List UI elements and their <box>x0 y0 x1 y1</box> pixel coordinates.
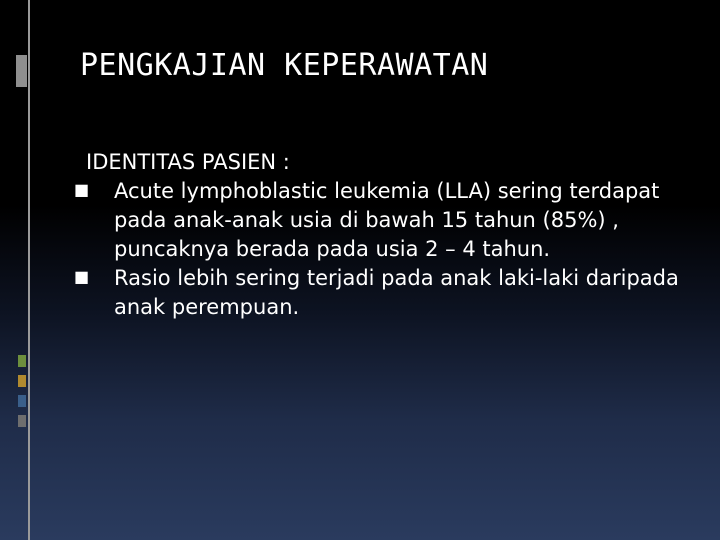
slide-content <box>74 148 696 322</box>
decor-square-gray <box>18 415 26 427</box>
bullet-item <box>74 177 696 264</box>
bullet-text: Acute lymphoblastic leukemia (LLA) sering terdapat pada anak-anak usia di bawah 15 tahun (85%) , puncaknya berada pada usia 2 – 4 tahun. <box>114 179 660 261</box>
decor-square-green <box>18 355 26 367</box>
vertical-rule <box>28 0 30 540</box>
bullet-text: Rasio lebih sering terjadi pada anak laki-laki daripada anak perempuan. <box>114 266 679 319</box>
title-accent-block <box>16 55 27 87</box>
square-bullet-icon: ■ <box>74 267 90 286</box>
bullet-item <box>74 264 696 322</box>
decor-square-blue <box>18 395 26 407</box>
slide-title: PENGKAJIAN KEPERAWATAN <box>80 48 489 83</box>
bullet-list <box>74 177 696 322</box>
square-bullet-icon: ■ <box>74 180 90 199</box>
decor-square-gold <box>18 375 26 387</box>
section-heading: IDENTITAS PASIEN : <box>86 150 290 174</box>
